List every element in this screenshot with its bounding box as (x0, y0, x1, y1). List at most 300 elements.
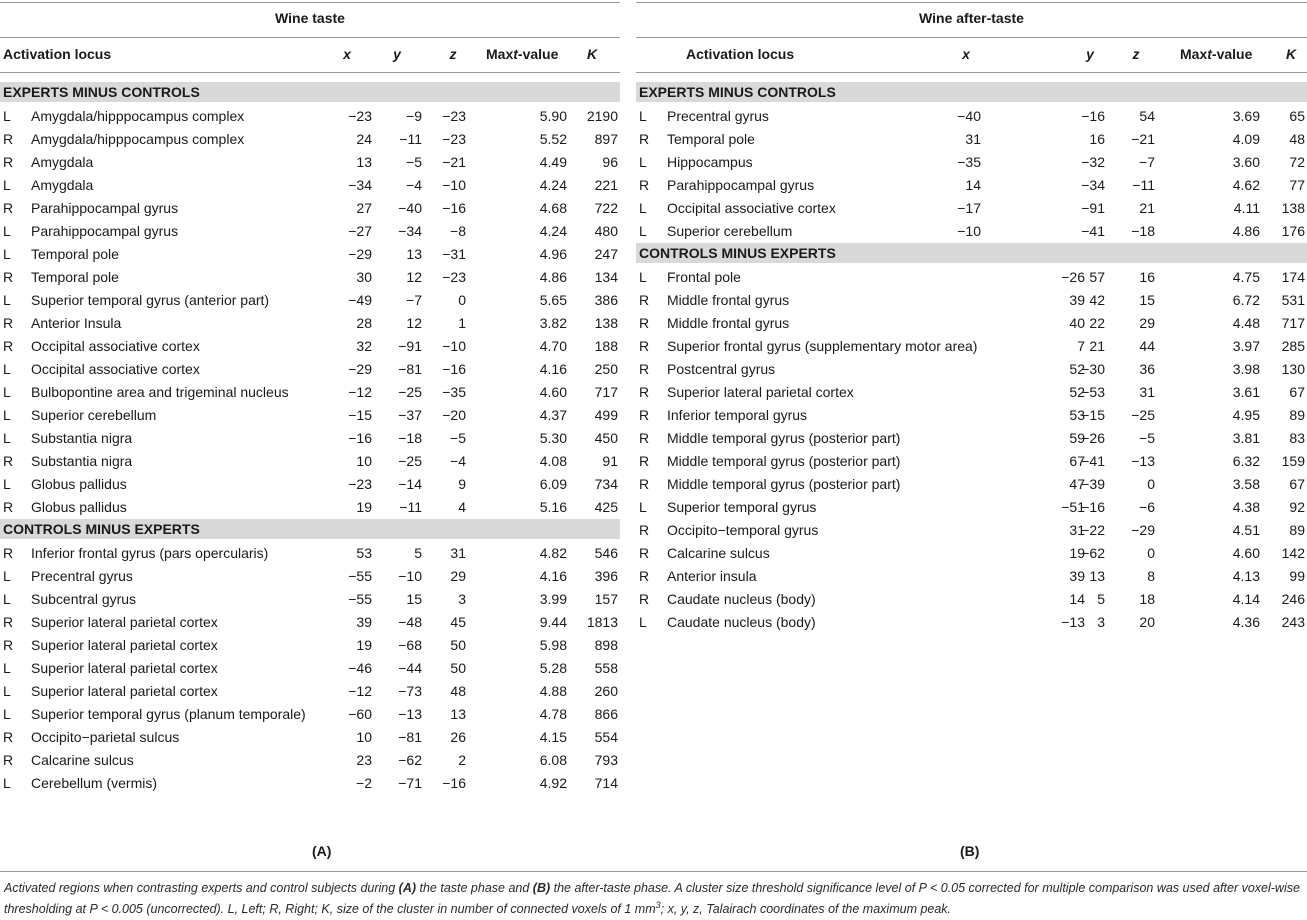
y-cell: −16 (1081, 499, 1105, 515)
k-cell: 138 (594, 315, 618, 331)
z-cell: 26 (450, 729, 466, 745)
x-cell: −55 (348, 568, 372, 584)
side-cell: R (639, 591, 650, 607)
x-cell: 52 (1069, 361, 1085, 377)
table-row (636, 174, 1307, 197)
max-t-cell: 6.32 (1232, 453, 1260, 469)
z-cell: 0 (1147, 476, 1155, 492)
table-row (0, 634, 620, 657)
x-cell: 10 (356, 453, 372, 469)
max-t-cell: 4.08 (539, 453, 567, 469)
k-cell: 176 (1281, 223, 1305, 239)
y-cell: −4 (406, 177, 422, 193)
header-max-t-value: Maxt-value (486, 46, 559, 62)
table-row (636, 197, 1307, 220)
table-row (636, 289, 1307, 312)
locus-cell: Amygdala/hipppocampus complex (31, 131, 245, 147)
y-cell: 13 (1089, 568, 1105, 584)
y-cell: 42 (1089, 292, 1105, 308)
locus-cell: Temporal pole (667, 131, 755, 147)
y-cell: −41 (1081, 453, 1105, 469)
locus-cell: Globus pallidus (31, 476, 127, 492)
max-t-cell: 6.08 (539, 752, 567, 768)
table-row (636, 381, 1307, 404)
side-cell: R (639, 522, 650, 538)
side-cell: L (3, 292, 11, 308)
x-cell: 19 (356, 637, 372, 653)
y-cell: −13 (398, 706, 422, 722)
z-cell: −16 (442, 200, 466, 216)
locus-cell: Caudate nucleus (body) (667, 591, 816, 607)
max-t-cell: 4.75 (1232, 269, 1260, 285)
table-row (0, 105, 620, 128)
y-cell: −5 (406, 154, 422, 170)
side-cell: R (639, 361, 650, 377)
max-t-cell: 4.62 (1232, 177, 1260, 193)
z-cell: −23 (442, 269, 466, 285)
side-cell: R (639, 407, 650, 423)
table-row (636, 588, 1307, 611)
max-t-cell: 3.81 (1232, 430, 1260, 446)
locus-cell: Hippocampus (667, 154, 753, 170)
x-cell: 14 (1069, 591, 1085, 607)
max-t-cell: 5.90 (539, 108, 567, 124)
locus-cell: Precentral gyrus (31, 568, 133, 584)
x-cell: −12 (348, 384, 372, 400)
max-t-cell: 4.88 (539, 683, 567, 699)
k-cell: 734 (594, 476, 618, 492)
max-t-cell: 3.97 (1232, 338, 1260, 354)
z-cell: −5 (450, 430, 466, 446)
x-cell: −13 (1061, 614, 1085, 630)
y-cell: −41 (1081, 223, 1105, 239)
z-cell: −10 (442, 177, 466, 193)
table-row (0, 289, 620, 312)
x-cell: −46 (348, 660, 372, 676)
k-cell: 174 (1281, 269, 1305, 285)
table-row (0, 749, 620, 772)
k-cell: 717 (594, 384, 618, 400)
locus-cell: Superior lateral parietal cortex (31, 660, 218, 676)
side-cell: R (639, 315, 650, 331)
k-cell: 386 (594, 292, 618, 308)
side-cell: R (3, 269, 14, 285)
k-cell: 89 (1289, 407, 1305, 423)
k-cell: 2190 (586, 108, 618, 124)
locus-cell: Occipital associative cortex (31, 338, 200, 354)
table-row (0, 243, 620, 266)
x-cell: −17 (957, 200, 981, 216)
locus-cell: Parahippocampal gyrus (31, 223, 179, 239)
z-cell: 0 (1147, 545, 1155, 561)
side-cell: R (639, 384, 650, 400)
locus-cell: Globus pallidus (31, 499, 127, 515)
x-cell: −34 (348, 177, 372, 193)
locus-cell: Amygdala/hipppocampus complex (31, 108, 245, 124)
x-cell: 53 (1069, 407, 1085, 423)
x-cell: −2 (356, 775, 372, 791)
side-cell: R (639, 453, 650, 469)
table-row (0, 450, 620, 473)
locus-cell: Middle temporal gyrus (posterior part) (667, 476, 901, 492)
locus-cell: Anterior Insula (31, 315, 122, 331)
locus-cell: Superior cerebellum (667, 223, 793, 239)
table-row (0, 680, 620, 703)
x-cell: 27 (356, 200, 372, 216)
header-z: z (449, 46, 457, 62)
y-cell: 3 (1097, 614, 1105, 630)
k-cell: 91 (602, 453, 618, 469)
z-cell: 21 (1139, 200, 1155, 216)
y-cell: −40 (398, 200, 422, 216)
max-t-cell: 4.14 (1232, 591, 1260, 607)
header-locus: Activation locus (3, 46, 112, 62)
x-cell: 47 (1069, 476, 1085, 492)
k-cell: 138 (1281, 200, 1305, 216)
k-cell: 188 (594, 338, 618, 354)
side-cell: R (3, 637, 14, 653)
x-cell: 53 (356, 545, 372, 561)
k-cell: 48 (1289, 131, 1305, 147)
z-cell: −6 (1139, 499, 1155, 515)
y-cell: −9 (406, 108, 422, 124)
x-cell: 32 (356, 338, 372, 354)
x-cell: −49 (348, 292, 372, 308)
x-cell: 30 (356, 269, 372, 285)
k-cell: 159 (1281, 453, 1305, 469)
z-cell: 31 (450, 545, 466, 561)
x-cell: 31 (965, 131, 981, 147)
k-cell: 793 (594, 752, 618, 768)
max-t-cell: 3.82 (539, 315, 567, 331)
locus-cell: Calcarine sulcus (667, 545, 770, 561)
locus-cell: Superior lateral parietal cortex (31, 637, 218, 653)
locus-cell: Middle temporal gyrus (posterior part) (667, 430, 901, 446)
x-cell: 39 (356, 614, 372, 630)
header-row (0, 43, 620, 66)
max-t-cell: 4.82 (539, 545, 567, 561)
z-cell: 50 (450, 637, 466, 653)
y-cell: −68 (398, 637, 422, 653)
y-cell: −7 (406, 292, 422, 308)
z-cell: 45 (450, 614, 466, 630)
max-t-cell: 5.98 (539, 637, 567, 653)
locus-cell: Superior lateral parietal cortex (31, 614, 218, 630)
locus-cell: Superior lateral parietal cortex (31, 683, 218, 699)
z-cell: 20 (1139, 614, 1155, 630)
table-row (0, 220, 620, 243)
locus-cell: Superior frontal gyrus (supplementary motor area) (667, 338, 978, 354)
x-cell: −55 (348, 591, 372, 607)
y-cell: 57 (1089, 269, 1105, 285)
max-t-cell: 4.78 (539, 706, 567, 722)
side-cell: L (639, 154, 647, 170)
locus-cell: Middle frontal gyrus (667, 315, 790, 331)
side-cell: L (3, 177, 11, 193)
y-cell: −53 (1081, 384, 1105, 400)
x-cell: −16 (348, 430, 372, 446)
k-cell: 425 (594, 499, 618, 515)
locus-cell: Substantia nigra (31, 430, 133, 446)
x-cell: 52 (1069, 384, 1085, 400)
side-cell: L (3, 706, 11, 722)
table-row (636, 427, 1307, 450)
x-cell: 39 (1069, 292, 1085, 308)
locus-cell: Calcarine sulcus (31, 752, 134, 768)
locus-cell: Superior temporal gyrus (planum temporale) (31, 706, 306, 722)
section-header: CONTROLS MINUS EXPERTS (0, 519, 620, 539)
header-rule (636, 72, 1307, 73)
max-t-cell: 4.48 (1232, 315, 1260, 331)
y-cell: 21 (1089, 338, 1105, 354)
k-cell: 67 (1289, 384, 1305, 400)
z-cell: −16 (442, 361, 466, 377)
header-locus: Activation locus (686, 46, 795, 62)
table-row (636, 496, 1307, 519)
side-cell: R (3, 729, 14, 745)
table-row (636, 450, 1307, 473)
z-cell: 1 (458, 315, 466, 331)
header-row (636, 43, 1307, 66)
z-cell: 29 (1139, 315, 1155, 331)
x-cell: −27 (348, 223, 372, 239)
y-cell: 16 (1089, 131, 1105, 147)
locus-cell: Occipital associative cortex (667, 200, 836, 216)
y-cell: −11 (399, 499, 422, 515)
x-cell: 13 (356, 154, 372, 170)
x-cell: 39 (1069, 568, 1085, 584)
k-cell: 92 (1289, 499, 1305, 515)
z-cell: 31 (1139, 384, 1155, 400)
side-cell: L (3, 407, 11, 423)
z-cell: 50 (450, 660, 466, 676)
z-cell: 4 (458, 499, 466, 515)
max-t-cell: 5.65 (539, 292, 567, 308)
max-t-cell: 3.99 (539, 591, 567, 607)
table-row (0, 151, 620, 174)
z-cell: −11 (1132, 177, 1155, 193)
locus-cell: Substantia nigra (31, 453, 133, 469)
side-cell: R (639, 476, 650, 492)
locus-cell: Amygdala (31, 177, 94, 193)
max-t-cell: 4.09 (1232, 131, 1260, 147)
side-cell: R (3, 545, 14, 561)
side-cell: L (639, 108, 647, 124)
table-row (636, 312, 1307, 335)
panel-caption: (B) (960, 843, 980, 859)
header-y: y (1086, 46, 1094, 62)
k-cell: 396 (594, 568, 618, 584)
max-t-cell: 4.24 (539, 177, 567, 193)
locus-cell: Middle frontal gyrus (667, 292, 790, 308)
k-cell: 243 (1281, 614, 1305, 630)
z-cell: −18 (1131, 223, 1155, 239)
table-row (636, 358, 1307, 381)
y-cell: −62 (398, 752, 422, 768)
locus-cell: Superior cerebellum (31, 407, 157, 423)
header-y: y (393, 46, 401, 62)
locus-cell: Occipito−parietal sulcus (31, 729, 180, 745)
z-cell: 3 (458, 591, 466, 607)
x-cell: −29 (348, 361, 372, 377)
max-t-cell: 4.92 (539, 775, 567, 791)
max-t-cell: 6.72 (1232, 292, 1260, 308)
z-cell: 18 (1139, 591, 1155, 607)
side-cell: L (3, 476, 11, 492)
table-row (0, 427, 620, 450)
header-z: z (1132, 46, 1140, 62)
side-cell: R (639, 131, 650, 147)
side-cell: R (3, 154, 14, 170)
k-cell: 250 (594, 361, 618, 377)
side-cell: L (639, 269, 647, 285)
side-cell: L (3, 660, 11, 676)
k-cell: 450 (594, 430, 618, 446)
locus-cell: Occipital associative cortex (31, 361, 200, 377)
side-cell: R (3, 614, 14, 630)
k-cell: 260 (594, 683, 618, 699)
table-row (0, 404, 620, 427)
max-t-cell: 4.70 (539, 338, 567, 354)
x-cell: 67 (1069, 453, 1085, 469)
max-t-cell: 3.69 (1232, 108, 1260, 124)
max-t-cell: 4.95 (1232, 407, 1260, 423)
max-t-cell: 4.96 (539, 246, 567, 262)
y-cell: −81 (398, 361, 422, 377)
x-cell: −29 (348, 246, 372, 262)
k-cell: 1813 (586, 614, 618, 630)
locus-cell: Temporal pole (31, 269, 119, 285)
k-cell: 65 (1289, 108, 1305, 124)
z-cell: 44 (1139, 338, 1155, 354)
table-row (0, 611, 620, 634)
x-cell: −26 (1061, 269, 1085, 285)
x-cell: 40 (1069, 315, 1085, 331)
z-cell: 13 (450, 706, 466, 722)
y-cell: −25 (398, 384, 422, 400)
y-cell: −91 (1081, 200, 1105, 216)
k-cell: 285 (1281, 338, 1305, 354)
header-x: x (962, 46, 970, 62)
locus-cell: Precentral gyrus (667, 108, 769, 124)
footer-rule (0, 871, 1307, 872)
z-cell: −20 (442, 407, 466, 423)
max-t-cell: 4.15 (539, 729, 567, 745)
k-cell: 554 (594, 729, 618, 745)
x-cell: 59 (1069, 430, 1085, 446)
side-cell: L (3, 223, 11, 239)
panel-title: Wine after-taste (919, 10, 1024, 26)
locus-cell: Anterior insula (667, 568, 757, 584)
k-cell: 866 (594, 706, 618, 722)
max-t-cell: 4.13 (1232, 568, 1260, 584)
max-t-cell: 4.60 (539, 384, 567, 400)
x-cell: −60 (348, 706, 372, 722)
z-cell: −29 (1131, 522, 1155, 538)
header-k: K (586, 46, 598, 62)
locus-cell: Superior temporal gyrus (anterior part) (31, 292, 270, 308)
z-cell: −10 (442, 338, 466, 354)
x-cell: 28 (356, 315, 372, 331)
y-cell: −44 (398, 660, 422, 676)
locus-cell: Inferior temporal gyrus (667, 407, 808, 423)
x-cell: 7 (1077, 338, 1085, 354)
table-row (0, 772, 620, 795)
table-row (636, 151, 1307, 174)
k-cell: 898 (594, 637, 618, 653)
z-cell: −23 (442, 131, 466, 147)
table-row (636, 128, 1307, 151)
locus-cell: Superior temporal gyrus (667, 499, 817, 515)
z-cell: −7 (1139, 154, 1155, 170)
k-cell: 247 (594, 246, 618, 262)
k-cell: 546 (594, 545, 618, 561)
x-cell: −23 (348, 476, 372, 492)
top-rule (0, 2, 620, 3)
y-cell: −25 (398, 453, 422, 469)
max-t-cell: 4.68 (539, 200, 567, 216)
y-cell: −37 (398, 407, 422, 423)
max-t-cell: 4.11 (1233, 200, 1260, 216)
y-cell: 13 (406, 246, 422, 262)
y-cell: −30 (1081, 361, 1105, 377)
max-t-cell: 6.09 (539, 476, 567, 492)
side-cell: L (3, 591, 11, 607)
z-cell: 29 (450, 568, 466, 584)
side-cell: R (3, 131, 14, 147)
k-cell: 130 (1281, 361, 1305, 377)
max-t-cell: 5.16 (539, 499, 567, 515)
x-cell: −12 (348, 683, 372, 699)
z-cell: −8 (450, 223, 466, 239)
k-cell: 221 (594, 177, 618, 193)
z-cell: −21 (442, 154, 466, 170)
y-cell: −73 (398, 683, 422, 699)
y-cell: 5 (1097, 591, 1105, 607)
k-cell: 99 (1289, 568, 1305, 584)
z-cell: −16 (442, 775, 466, 791)
table-row (636, 105, 1307, 128)
table-row (0, 588, 620, 611)
table-row (636, 519, 1307, 542)
k-cell: 157 (594, 591, 618, 607)
k-cell: 89 (1289, 522, 1305, 538)
z-cell: 0 (458, 292, 466, 308)
z-cell: 36 (1139, 361, 1155, 377)
table-row (0, 726, 620, 749)
side-cell: R (639, 177, 650, 193)
z-cell: 9 (458, 476, 466, 492)
table-row (636, 565, 1307, 588)
max-t-cell: 4.51 (1232, 522, 1260, 538)
header-k: K (1285, 46, 1297, 62)
x-cell: 24 (356, 131, 372, 147)
y-cell: −34 (398, 223, 422, 239)
side-cell: L (639, 200, 647, 216)
k-cell: 499 (594, 407, 618, 423)
max-t-cell: 4.38 (1232, 499, 1260, 515)
side-cell: L (639, 499, 647, 515)
x-cell: −10 (957, 223, 981, 239)
z-cell: 15 (1139, 292, 1155, 308)
max-t-cell: 4.49 (539, 154, 567, 170)
k-cell: 897 (594, 131, 618, 147)
k-cell: 142 (1281, 545, 1305, 561)
max-t-cell: 4.36 (1232, 614, 1260, 630)
max-t-cell: 5.52 (539, 131, 567, 147)
side-cell: R (639, 430, 650, 446)
section-header: EXPERTS MINUS CONTROLS (636, 82, 1307, 102)
